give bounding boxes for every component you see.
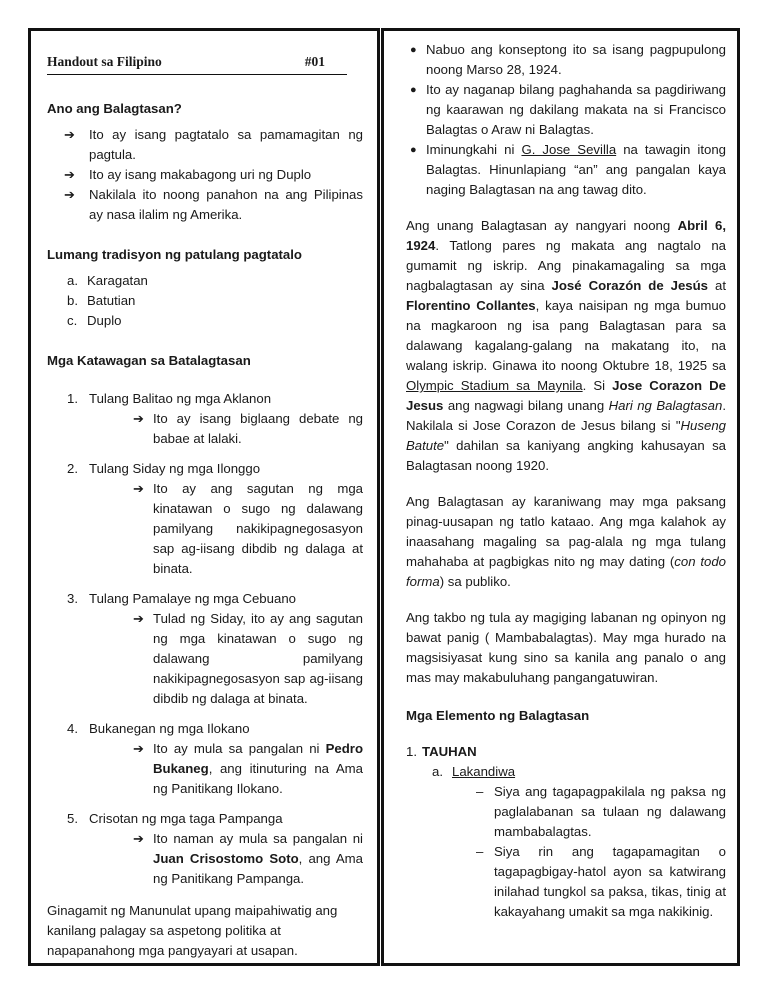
element-tauhan: 1. TAUHAN xyxy=(406,744,477,759)
list-item: – Siya rin ang tagapamagitan o tagapagbigay-hatol ayon sa katwirang inilahad tungkol sa paksa, tikas, tinig at kakayahang umakit sa mga nakikinig. xyxy=(476,844,726,919)
tradition-list xyxy=(47,271,363,331)
bullet-icon: ● xyxy=(410,144,417,156)
list-item: ● Iminungkahi ni G. Jose Sevilla na tawagin itong Balagtas. Hinunlapiang “an” ang pangalan kaya naging Balagtasan na ang tawag dito. xyxy=(410,142,726,197)
list-item: ● Nabuo ang konseptong ito sa isang pagpupulong noong Marso 28, 1924. xyxy=(410,42,726,77)
handout-header xyxy=(47,52,347,75)
heading-mga-elemento: Mga Elemento ng Balagtasan xyxy=(406,708,590,723)
list-item: 2. Tulang Siday ng mga Ilonggo ➔ Ito ay ang sagutan ng mga kinatawan o sugo ng dalawang pamilyang nakikipagnegosasyon sap ag-iisang dibdib ng dalaga at binata. xyxy=(67,461,363,576)
arrow-icon: ➔ xyxy=(133,411,145,426)
list-item: b. Batutian xyxy=(67,293,136,308)
column-divider xyxy=(377,28,384,966)
arrow-icon: ➔ xyxy=(133,611,145,626)
list-item: 4. Bukanegan ng mga Ilokano ➔ Ito ay mula sa pangalan ni Pedro Bukaneg, ang itinuturing na Ama ng Panitikang Ilokano. xyxy=(67,721,363,796)
arrow-icon: ➔ xyxy=(133,831,145,846)
list-item: 1. Tulang Balitao ng mga Aklanon ➔ Ito ay isang biglaang debate ng babae at lalaki. xyxy=(67,391,363,446)
arrow-icon: ➔ xyxy=(64,167,75,182)
katawagan-list xyxy=(47,389,363,889)
list-item: 3. Tulang Pamalaye ng mga Cebuano ➔ Tulad ng Siday, ito ay ang sagutan ng mga kinatawan o sugo ng dalawang pamilyang nakikipagnegosasyon sap ag-iisang dibdib ng dalaga at binata. xyxy=(67,591,363,706)
dash-icon: – xyxy=(476,844,484,859)
list-item: ● Ito ay naganap bilang paghahanda sa pagdiriwang ng kaarawan ng dakilang makata na si Francisco Balagtas o Araw ni Balagtas. xyxy=(410,82,726,137)
takbo-paragraph: Ang takbo ng tula ay magiging labanan ng opinyon ng bawat panig ( Mambabalagtas). May mga hurado na magsisiyasat kung sino sa kanila ang panalo o ang mas may makabuluhang pangangatuwiran. xyxy=(406,610,726,685)
arrow-icon: ➔ xyxy=(133,481,145,496)
list-item: 5. Crisotan ng mga taga Pampanga ➔ Ito naman ay mula sa pangalan ni Juan Crisostomo Soto, ang Ama ng Panitikang Pampanga. xyxy=(67,811,363,886)
heading-lumang-tradisyon: Lumang tradisyon ng patulang pagtatalo xyxy=(47,247,302,262)
list-item: ➔ Nakilala ito noong panahon na ang Pilipinas ay nasa ilalim ng Amerika. xyxy=(64,187,363,222)
arrow-icon: ➔ xyxy=(64,187,75,202)
left-column xyxy=(47,34,363,961)
bullet-icon: ● xyxy=(410,84,417,96)
arrow-icon: ➔ xyxy=(133,741,145,756)
list-item: c. Duplo xyxy=(67,313,122,328)
list-item: ➔ Ito ay isang pagtatalo sa pamamagitan ng pagtula. xyxy=(64,127,363,162)
history-paragraph: Ang unang Balagtasan ay nangyari noong Abril 6, 1924. Tatlong pares ng makata ang nagtalo na gumamit ng iskrip. Ang pinakamagaling sa mga nagbalagtasan ay sina José Corazón de Jesús at Florentino Collantes, kaya naisipan ng mga bumuo na magkaroon ng isa pang Balagtasan para sa dalawang kagalang-galang na makatang ito, na walang iskrip. Ginawa ito noong Oktubre 18, 1925 sa Olympic Stadium sa Maynila. Si Jose Corazon De Jesus ang nagwagi bilang unang Hari ng Balagtasan. Nakilala si Jose Corazon de Jesus bilang si "Huseng Batute" dahilan sa kaniyang angking kahusayan sa Balagtasan noong 1920. xyxy=(406,218,727,473)
element-lakandiwa: a. Lakandiwa xyxy=(432,764,516,779)
lakandiwa-list xyxy=(406,782,726,922)
paksa-paragraph: Ang Balagtasan ay karaniwang may mga paksang pinag-uusapan ng tatlo kataao. Ang mga kalahok ay inaasahang magaling sa pag-alala ng mga tulang mahahaba at pagbigkas nito ng may dating (con todo forma) sa publiko. xyxy=(406,494,727,589)
bullet-icon: ● xyxy=(410,44,417,56)
list-item: a. Karagatan xyxy=(67,273,148,288)
list-item: – Siya ang tagapagpakilala ng paksa ng paglalabanan sa tulaan ng dalawang mambabalagtas. xyxy=(476,784,726,839)
heading-ano-ang-balagtasan: Ano ang Balagtasan? xyxy=(47,101,182,116)
arrow-icon: ➔ xyxy=(64,127,75,142)
right-column xyxy=(406,40,726,922)
dash-icon: – xyxy=(476,784,484,799)
handout-title: Handout sa Filipino xyxy=(47,54,162,69)
list-item: ➔ Ito ay isang makabagong uri ng Duplo xyxy=(47,165,363,185)
handout-number: #01 xyxy=(304,54,325,69)
definition-list xyxy=(47,125,363,225)
closing-paragraph: Ginagamit ng Manunulat upang maipahiwatig ang kanilang palagay sa aspetong politika at napapanahong mga pangyayari at usapan. xyxy=(47,903,338,958)
history-bullets xyxy=(406,40,726,200)
heading-katawagan: Mga Katawagan sa Batalagtasan xyxy=(47,353,251,368)
